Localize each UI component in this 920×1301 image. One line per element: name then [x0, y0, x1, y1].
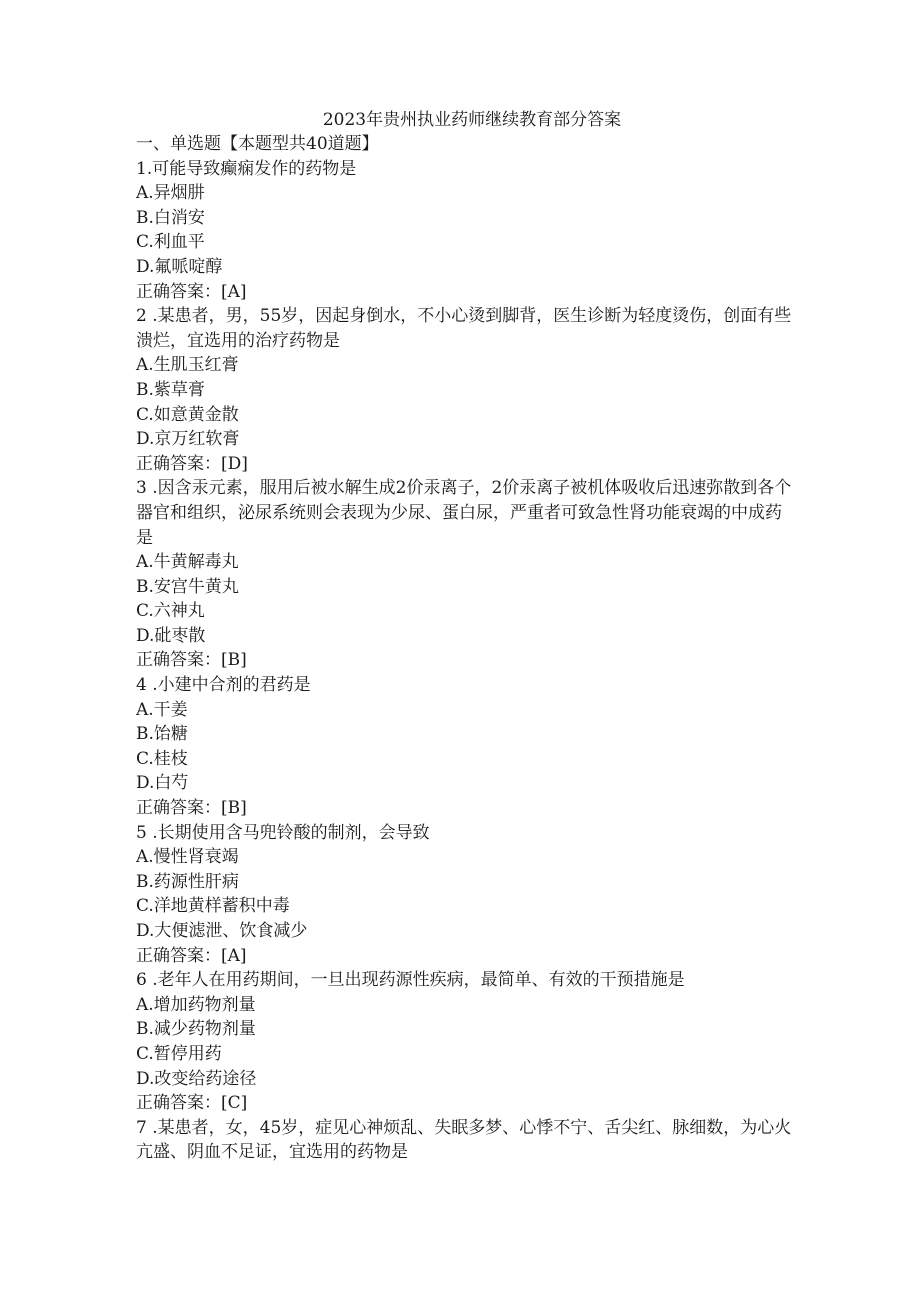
correct-answer: 正确答案：[A] — [136, 281, 247, 302]
correct-answer: 正确答案：[B] — [136, 798, 247, 819]
question-stem: 1.可能导致癫痫发作的药物是 — [136, 158, 357, 179]
option-c: C.如意黄金散 — [136, 404, 239, 425]
option-a: A.异烟肼 — [136, 183, 205, 204]
correct-answer: 正确答案：[D] — [136, 453, 248, 474]
option-d: D.京万红软膏 — [136, 429, 240, 450]
option-c: C.暂停用药 — [136, 1043, 222, 1064]
option-a: A.生肌玉红膏 — [136, 355, 239, 376]
option-a: A.干姜 — [136, 699, 188, 720]
question-stem: 2 .某患者，男，55岁，因起身倒水，不小心烫到脚背，医生诊断为轻度烫伤，创面有些溃烂，宜选用的治疗药物是 — [136, 306, 792, 351]
question-stem: 5 .长期使用含马兜铃酸的制剂，会导致 — [136, 822, 430, 843]
correct-answer: 正确答案：[B] — [136, 650, 247, 671]
correct-answer: 正确答案：[A] — [136, 945, 247, 966]
question-stem: 6 .老年人在用药期间，一旦出现药源性疾病，最简单、有效的干预措施是 — [136, 970, 685, 991]
document-title: 2023年贵州执业药师继续教育部分答案 — [322, 110, 622, 130]
document-page — [136, 108, 796, 1165]
option-c: C.六神丸 — [136, 601, 205, 622]
question-5 — [136, 821, 796, 969]
question-4 — [136, 673, 796, 821]
option-b: B.安宫牛黄丸 — [136, 576, 239, 597]
option-b: B.饴糖 — [136, 724, 188, 745]
question-1 — [136, 157, 796, 305]
option-b: B.白消安 — [136, 207, 205, 228]
option-b: B.药源性肝病 — [136, 871, 239, 892]
question-6 — [136, 968, 796, 1116]
option-a: A.牛黄解毒丸 — [136, 552, 239, 573]
option-b: B.紫草膏 — [136, 379, 205, 400]
option-d: D.白芍 — [136, 773, 189, 794]
option-d: D.氟哌啶醇 — [136, 256, 223, 277]
question-stem: 4 .小建中合剂的君药是 — [136, 675, 311, 696]
question-2 — [136, 304, 796, 476]
question-stem: 7 .某患者，女，45岁，症见心神烦乱、失眠多梦、心悸不宁、舌尖红、脉细数，为心火亢盛、阴血不足证，宜选用的药物是 — [136, 1117, 792, 1163]
question-3 — [136, 476, 796, 673]
option-a: A.增加药物剂量 — [136, 994, 256, 1015]
option-d: D.砒枣散 — [136, 625, 206, 646]
question-stem: 3 .因含汞元素，服用后被水解生成2价汞离子，2价汞离子被机体吸收后迅速弥散到各个器官和组织，泌尿系统则会表现为少尿、蛋白尿，严重者可致急性肾功能衰竭的中成药是 — [136, 478, 792, 548]
question-7 — [136, 1116, 796, 1165]
option-c: C.洋地黄样蓄积中毒 — [136, 896, 290, 917]
correct-answer: 正确答案：[C] — [136, 1093, 248, 1114]
option-d: D.大便滤泄、饮食减少 — [136, 921, 308, 941]
option-c: C.桂枝 — [136, 748, 188, 769]
option-b: B.减少药物剂量 — [136, 1019, 256, 1040]
option-c: C.利血平 — [136, 232, 205, 253]
option-a: A.慢性肾衰竭 — [136, 847, 239, 868]
option-d: D.改变给药途径 — [136, 1068, 257, 1089]
section-heading: 一、单选题【本题型共40道题】 — [136, 134, 379, 154]
